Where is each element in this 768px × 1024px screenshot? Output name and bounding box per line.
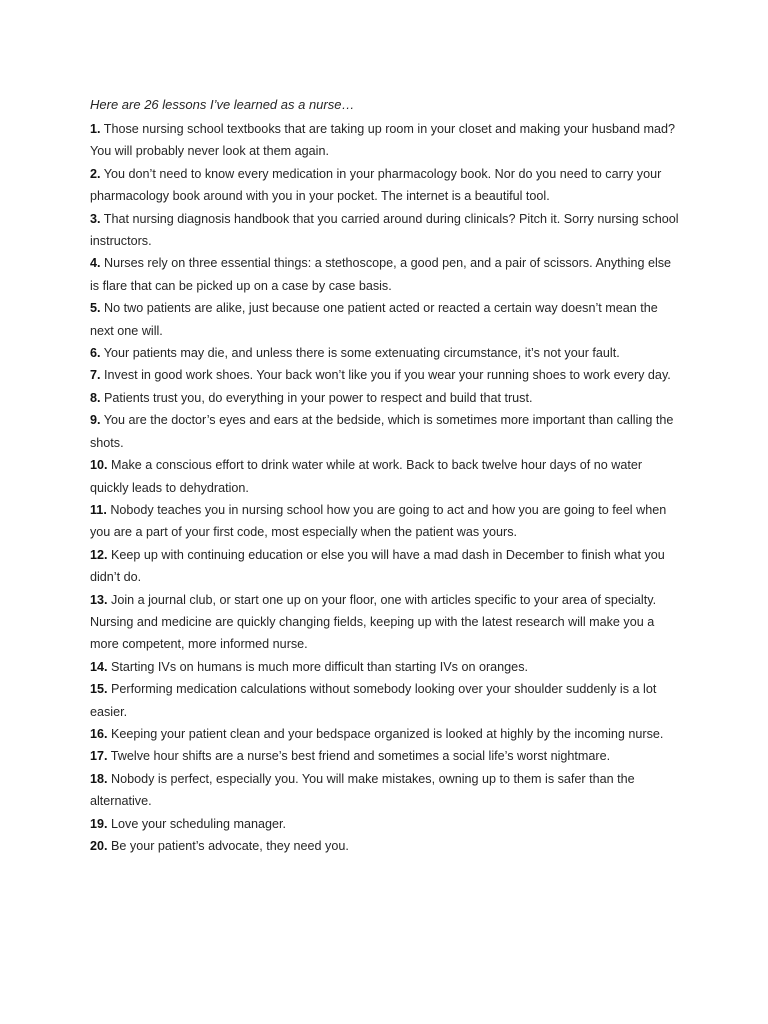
- lesson-number: 5.: [90, 301, 101, 316]
- lesson-item: [90, 745, 680, 767]
- lesson-item: [90, 387, 680, 409]
- lesson-number: 14.: [90, 659, 108, 674]
- lesson-number: 8.: [90, 390, 101, 405]
- lesson-number: 11.: [90, 502, 107, 517]
- lesson-item: [90, 678, 680, 723]
- lesson-item: [90, 835, 680, 857]
- lesson-number: 10.: [90, 458, 108, 473]
- lesson-number: 12.: [90, 547, 108, 562]
- lesson-number: 19.: [90, 816, 108, 831]
- lesson-text: Love your scheduling manager.: [111, 816, 287, 831]
- lesson-item: [90, 342, 680, 364]
- lesson-item: [90, 252, 680, 297]
- lesson-text: Performing medication calculations without somebody looking over your shoulder suddenly is a lot easier.: [90, 682, 657, 719]
- lesson-text: Invest in good work shoes. Your back won’t like you if you wear your running shoes to work every day.: [104, 368, 671, 383]
- lesson-item: [90, 544, 680, 589]
- lesson-text: Twelve hour shifts are a nurse’s best friend and sometimes a social life’s worst nightmare.: [110, 749, 611, 764]
- lesson-number: 9.: [90, 413, 101, 428]
- lesson-number: 2.: [90, 166, 101, 181]
- lesson-number: 13.: [90, 592, 108, 607]
- lesson-text: Keep up with continuing education or else you will have a mad dash in December to finish what you didn’t do.: [90, 547, 665, 585]
- lesson-text: Starting IVs on humans is much more difficult than starting IVs on oranges.: [111, 659, 528, 674]
- lesson-text: Nobody teaches you in nursing school how you are going to act and how you are going to feel when you are a part of your first code, most especially when the patient was yours.: [90, 502, 667, 540]
- lesson-text: Make a conscious effort to drink water while at work. Back to back twelve hour days of no water quickly leads to dehydration.: [90, 458, 643, 495]
- lesson-text: Be your patient’s advocate, they need you.: [111, 839, 349, 853]
- lesson-number: 16.: [90, 726, 108, 741]
- lesson-item: [90, 499, 680, 544]
- lesson-number: 15.: [90, 682, 108, 697]
- document-page: [90, 95, 680, 857]
- lesson-number: 4.: [90, 256, 101, 271]
- lesson-number: 6.: [90, 346, 101, 361]
- lesson-item: [90, 297, 680, 342]
- lesson-number: 17.: [90, 749, 108, 764]
- lesson-item: [90, 589, 680, 656]
- intro-line: Here are 26 lessons I’ve learned as a nurse…: [90, 97, 355, 112]
- lesson-text: You don’t need to know every medication in your pharmacology book. Nor do you need to carry your pharmacology book around with you in your pocket. The internet is a beautiful tool.: [90, 166, 662, 204]
- lesson-item: [90, 163, 680, 208]
- lesson-item: [90, 364, 680, 386]
- lesson-number: 7.: [90, 368, 101, 383]
- lesson-number: 3.: [90, 211, 101, 226]
- lesson-item: [90, 208, 680, 253]
- lesson-text: You are the doctor’s eyes and ears at the bedside, which is sometimes more important than calling the shots.: [90, 413, 674, 450]
- lesson-list: [90, 118, 680, 857]
- lesson-text: No two patients are alike, just because one patient acted or reacted a certain way doesn’t mean the next one will.: [90, 301, 658, 338]
- lesson-text: Nurses rely on three essential things: a stethoscope, a good pen, and a pair of scissors. Anything else is flare that can be picked up on a case by case basis.: [90, 256, 672, 293]
- lesson-text: Nobody is perfect, especially you. You will make mistakes, owning up to them is safer than the alternative.: [90, 771, 635, 809]
- lesson-text: Those nursing school textbooks that are taking up room in your closet and making your husband mad? You will probably never look at them again.: [90, 122, 676, 159]
- lesson-number: 18.: [90, 771, 108, 786]
- lesson-number: 20.: [90, 839, 108, 853]
- lesson-item: [90, 118, 680, 163]
- lesson-text: Your patients may die, and unless there is some extenuating circumstance, it’s not your fault.: [103, 346, 620, 361]
- lesson-item: [90, 409, 680, 454]
- lesson-item: [90, 813, 680, 835]
- lesson-text: Join a journal club, or start one up on your floor, one with articles specific to your area of specialty. Nursing and medicine are quickly changing fields, keeping up with the latest research will make you a more competent, more informed nurse.: [90, 592, 657, 652]
- lesson-number: 1.: [90, 122, 101, 136]
- lesson-item: [90, 723, 680, 745]
- lesson-text: Keeping your patient clean and your bedspace organized is looked at highly by the incoming nurse.: [111, 726, 664, 741]
- lesson-item: [90, 656, 680, 678]
- lesson-item: [90, 768, 680, 813]
- lesson-text: Patients trust you, do everything in your power to respect and build that trust.: [104, 390, 533, 405]
- lesson-text: That nursing diagnosis handbook that you carried around during clinicals? Pitch it. Sorry nursing school instructors.: [90, 211, 679, 249]
- lesson-item: [90, 454, 680, 499]
